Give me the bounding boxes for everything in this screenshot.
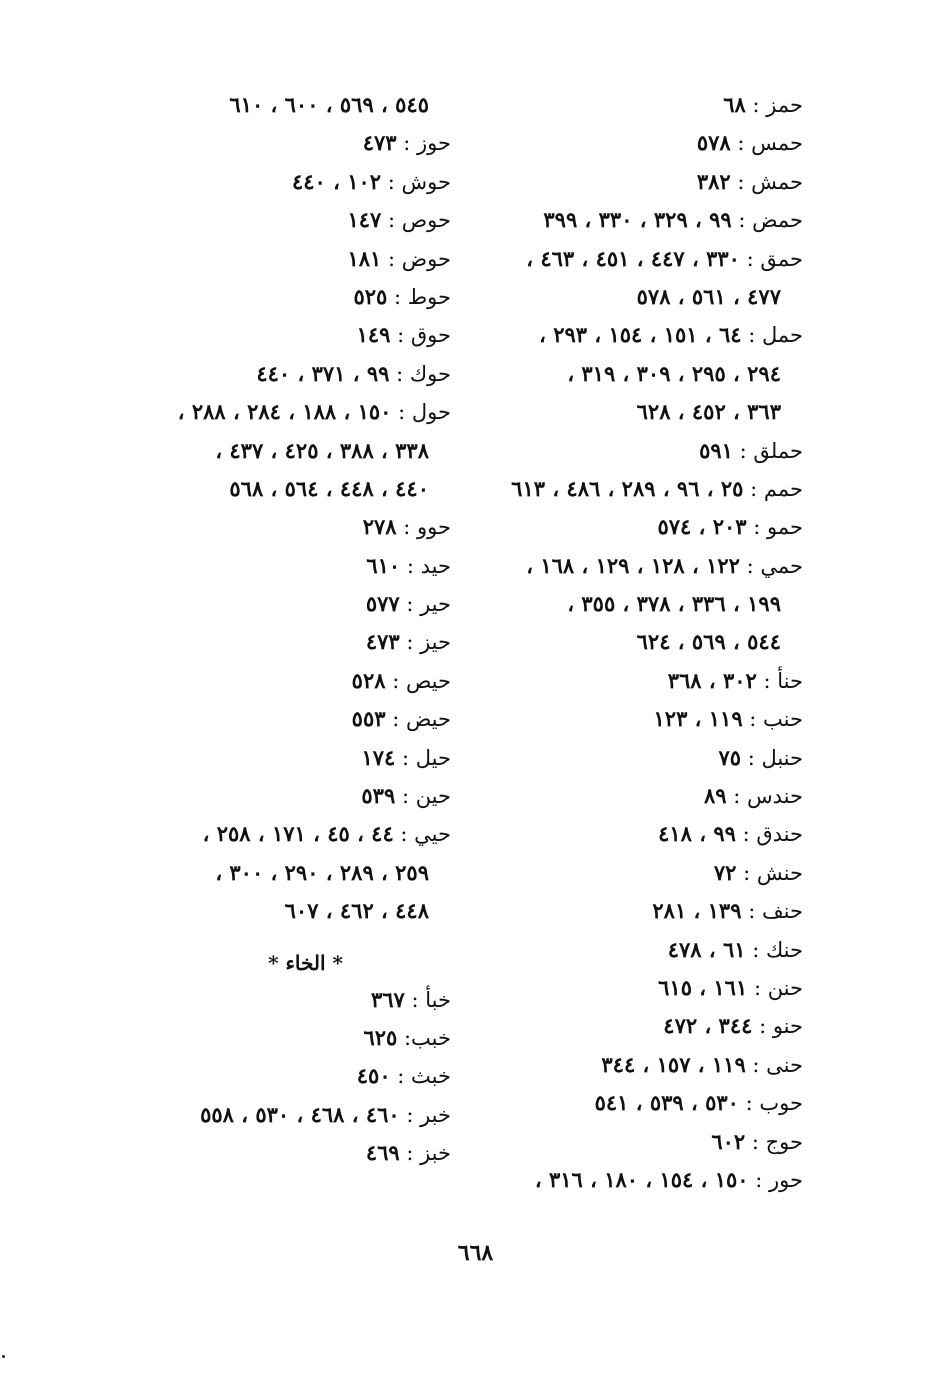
index-entry — [111, 547, 451, 585]
entry-root-term: حين : — [401, 784, 451, 809]
entry-root-term: حنى : — [752, 1052, 803, 1077]
entry-root-term: حوك : — [396, 361, 451, 386]
entry-root-term: حمض : — [738, 208, 803, 233]
entry-root-term: حيي : — [400, 822, 451, 847]
entry-page-numbers: ٩٩ ، ٣٧١ ، ٤٤٠ — [256, 360, 390, 386]
index-entry — [463, 355, 803, 393]
entry-page-numbers: ٦١ ، ٤٧٨ — [667, 936, 746, 962]
entry-root-term: حندق : — [742, 822, 803, 847]
entry-page-numbers: ١١٩ ، ١٢٣ — [653, 706, 743, 732]
index-entry — [111, 1096, 451, 1134]
entry-page-numbers: ٤٦٠ ، ٤٦٨ ، ٥٣٠ ، ٥٥٨ — [200, 1101, 400, 1127]
index-entry — [463, 1007, 803, 1045]
entry-root-term: حوو : — [403, 515, 451, 540]
entry-root-term: خبر : — [406, 1102, 451, 1127]
index-entry — [463, 777, 803, 815]
entry-page-numbers: ٣٨٢ — [696, 168, 731, 194]
entry-page-numbers: ٣٦٧ — [371, 986, 405, 1012]
index-entry — [111, 240, 451, 278]
index-entry — [111, 316, 451, 354]
entry-root-term: حيض : — [392, 707, 451, 732]
entry-page-numbers: ٥٥٣ — [351, 706, 386, 732]
entry-root-term: خبث : — [397, 1064, 451, 1089]
entry-root-term: حنبل : — [747, 745, 803, 770]
entry-page-numbers: ١٧٤ — [361, 744, 396, 770]
entry-page-numbers: ٢٥ ، ٩٦ ، ٢٨٩ ، ٤٨٦ ، ٦١٣ — [511, 475, 744, 501]
entry-root-term: خبز : — [406, 1141, 451, 1166]
index-entry — [463, 240, 803, 278]
entry-root-term: حمز : — [752, 93, 803, 117]
entry-root-term: حمش : — [737, 169, 803, 194]
entry-page-numbers: ٤٤٨ ، ٤٦٢ ، ٦٠٧ — [284, 898, 429, 924]
index-entry — [111, 393, 451, 431]
entry-root-term: حوض : — [388, 246, 451, 271]
entry-page-numbers: ٤٥٠ — [356, 1063, 391, 1089]
entry-page-numbers: ٢٧٨ — [362, 514, 397, 540]
index-entry — [111, 585, 451, 623]
index-entry — [463, 316, 803, 354]
index-entry — [463, 662, 803, 700]
index-entry — [463, 1084, 803, 1122]
entry-page-numbers: ٢٥٩ ، ٢٨٩ ، ٢٩٠ ، ٣٠٠ ، — [215, 859, 429, 885]
section-heading-khaa: * الخاء * — [268, 950, 343, 975]
entry-root-term: حوق : — [397, 323, 451, 348]
index-entry — [463, 547, 803, 585]
entry-root-term: حمس : — [737, 131, 803, 156]
index-entry — [111, 470, 451, 508]
entry-root-term: حوز : — [403, 131, 451, 156]
entry-page-numbers: ٤٧٣ — [365, 629, 400, 655]
entry-page-numbers: ٥٩١ — [699, 437, 733, 463]
entry-root-term: حوط : — [393, 284, 451, 309]
index-entry — [111, 508, 451, 546]
index-entry — [463, 201, 803, 239]
entry-page-numbers: ٣٤٤ ، ٤٧٢ — [663, 1013, 753, 1039]
entry-page-numbers: ٤٤ ، ٤٥ ، ١٧١ ، ٢٥٨ ، — [202, 821, 394, 847]
entry-root-term: حنك : — [752, 937, 803, 962]
entry-root-term: حور : — [755, 1167, 803, 1192]
entry-root-term: حنأ : — [763, 668, 803, 693]
index-entry — [111, 662, 451, 700]
entry-page-numbers: ٢٩٤ ، ٢٩٥ ، ٣٠٩ ، ٣١٩ ، — [567, 360, 781, 386]
entry-root-term: حنو : — [759, 1014, 803, 1039]
entry-page-numbers: ٧٥ — [718, 744, 741, 770]
entry-root-term: حنب : — [749, 707, 803, 732]
index-entry — [111, 278, 451, 316]
entry-page-numbers: ٩٩ ، ٤١٨ — [658, 821, 736, 847]
index-column-left — [111, 86, 451, 1173]
entry-page-numbers: ٤٤٠ ، ٤٤٨ ، ٥٦٤ ، ٥٦٨ — [229, 475, 429, 501]
entry-page-numbers: ٧٢ — [713, 859, 737, 885]
entry-page-numbers: ٥٧٨ — [696, 130, 731, 156]
entry-root-term: حول : — [398, 400, 451, 425]
entry-page-numbers: ١٢٢ ، ١٢٨ ، ١٢٩ ، ١٦٨ ، — [526, 552, 740, 578]
index-entry — [111, 432, 451, 470]
index-entry — [111, 355, 451, 393]
entry-page-numbers: ٦٠٢ — [711, 1128, 746, 1154]
entry-page-numbers: ١٦١ ، ٦١٥ — [658, 974, 748, 1000]
entry-page-numbers: ٤٦٩ — [365, 1140, 400, 1166]
entry-page-numbers: ٦٢٥ — [363, 1024, 398, 1050]
page-number: ٦٦٨ — [457, 1240, 494, 1266]
entry-root-term: خبأ : — [411, 987, 451, 1012]
entry-page-numbers: ٩٩ ، ٣٢٩ ، ٣٣٠ ، ٣٩٩ — [543, 207, 732, 233]
entry-page-numbers: ١٠٢ ، ٤٤٠ — [292, 168, 382, 194]
entry-page-numbers: ٥٢٥ — [353, 283, 388, 309]
entry-root-term: حوش : — [387, 169, 451, 194]
index-entry — [111, 201, 451, 239]
entry-root-term: حمي : — [746, 553, 803, 578]
entry-root-term: حنش : — [743, 860, 803, 885]
entry-page-numbers: ٥٧٧ — [365, 591, 400, 617]
index-entry — [463, 700, 803, 738]
entry-root-term: حندس : — [733, 784, 803, 809]
index-entry — [463, 163, 803, 201]
entry-root-term: حيز : — [406, 630, 451, 655]
entry-root-term: حير : — [406, 592, 451, 617]
entry-root-term: حوج : — [751, 1129, 803, 1154]
index-entry — [463, 815, 803, 853]
entry-page-numbers: ٣٣٨ ، ٣٨٨ ، ٤٢٥ ، ٤٣٧ ، — [215, 437, 429, 463]
entry-page-numbers: ١٤٧ — [347, 207, 382, 233]
index-entry — [463, 393, 803, 431]
entry-page-numbers: ٥٣٠ ، ٥٣٩ ، ٥٤١ — [594, 1090, 739, 1116]
entry-page-numbers: ١٣٩ ، ٢٨١ — [652, 898, 742, 924]
entry-page-numbers: ١٤٩ — [356, 322, 391, 348]
entry-page-numbers: ١٥٠ ، ١٨٨ ، ٢٨٤ ، ٢٨٨ ، — [177, 399, 392, 425]
index-entry — [463, 969, 803, 1007]
scan-speck — [2, 1355, 5, 1358]
index-entry — [111, 623, 451, 661]
index-entry — [463, 739, 803, 777]
index-entry — [463, 1046, 803, 1084]
entry-page-numbers: ٦٨ — [723, 92, 746, 117]
entry-root-term: حمق : — [746, 246, 803, 271]
entry-root-term: حيص : — [392, 668, 451, 693]
entry-page-numbers: ٦١٠ — [366, 552, 401, 578]
entry-page-numbers: ٦٤ ، ١٥١ ، ١٥٤ ، ٢٩٣ ، — [539, 322, 742, 348]
index-entry — [463, 585, 803, 623]
index-entry — [463, 432, 803, 470]
index-entry — [463, 86, 803, 124]
entry-page-numbers: ١١٩ ، ١٥٧ ، ٣٤٤ — [601, 1051, 746, 1077]
entry-page-numbers: ٥٤٥ ، ٥٦٩ ، ٦٠٠ ، ٦١٠ — [229, 92, 429, 117]
entry-root-term: حنن : — [753, 975, 803, 1000]
index-entry — [463, 931, 803, 969]
index-entry — [463, 1161, 803, 1199]
index-entry — [111, 124, 451, 162]
index-entry — [111, 815, 451, 853]
index-entry — [463, 278, 803, 316]
entry-root-term: حوص : — [388, 208, 451, 233]
index-entry — [111, 892, 451, 930]
index-entry — [463, 508, 803, 546]
index-entry — [463, 854, 803, 892]
index-entry — [111, 1019, 451, 1057]
index-entry — [111, 854, 451, 892]
entry-page-numbers: ٤٧٣ — [362, 130, 397, 156]
index-entry — [463, 892, 803, 930]
entry-page-numbers: ٣٠٢ ، ٣٦٨ — [667, 667, 757, 693]
index-entry — [111, 163, 451, 201]
entry-page-numbers: ٢٠٣ ، ٥٧٤ — [657, 514, 747, 540]
entry-page-numbers: ١٩٩ ، ٣٣٦ ، ٣٧٨ ، ٣٥٥ ، — [567, 591, 781, 617]
entry-root-term: حمل : — [748, 323, 803, 348]
index-entry — [463, 623, 803, 661]
entry-root-term: حوب : — [745, 1091, 803, 1116]
entry-page-numbers: ١٨١ — [347, 245, 382, 271]
entry-page-numbers: ٨٩ — [704, 783, 727, 809]
index-entry — [463, 124, 803, 162]
entry-page-numbers: ٤٧٧ ، ٥٦١ ، ٥٧٨ — [636, 283, 781, 309]
index-entry — [111, 739, 451, 777]
entry-page-numbers: ٣٣٠ ، ٤٤٧ ، ٤٥١ ، ٤٦٣ ، — [526, 245, 740, 271]
index-column-left-bottom — [111, 981, 451, 1173]
index-entry — [111, 777, 451, 815]
entry-root-term: حيل : — [402, 745, 451, 770]
entry-root-term: خبب: — [403, 1025, 451, 1050]
entry-root-term: حمم : — [750, 476, 803, 501]
entry-root-term: حنف : — [748, 899, 803, 924]
index-entry — [111, 1134, 451, 1172]
entry-root-term: حملق : — [739, 438, 803, 463]
entry-page-numbers: ٥٤٤ ، ٥٦٩ ، ٦٢٤ — [636, 629, 781, 655]
entry-page-numbers: ٥٣٩ — [361, 783, 396, 809]
entry-page-numbers: ٣٦٣ ، ٤٥٢ ، ٦٢٨ — [636, 399, 781, 425]
entry-page-numbers: ٥٢٨ — [351, 667, 386, 693]
index-entry — [111, 1057, 451, 1095]
entry-root-term: حمو : — [753, 515, 803, 540]
index-entry — [111, 86, 451, 124]
index-column-right — [463, 86, 803, 1199]
entry-page-numbers: ١٥٠ ، ١٥٤ ، ١٨٠ ، ٣١٦ ، — [534, 1166, 749, 1192]
index-entry — [111, 700, 451, 738]
entry-root-term: حيد : — [406, 553, 451, 578]
index-entry — [463, 470, 803, 508]
index-entry — [463, 1123, 803, 1161]
index-entry — [111, 981, 451, 1019]
index-column-left-top — [111, 86, 451, 931]
